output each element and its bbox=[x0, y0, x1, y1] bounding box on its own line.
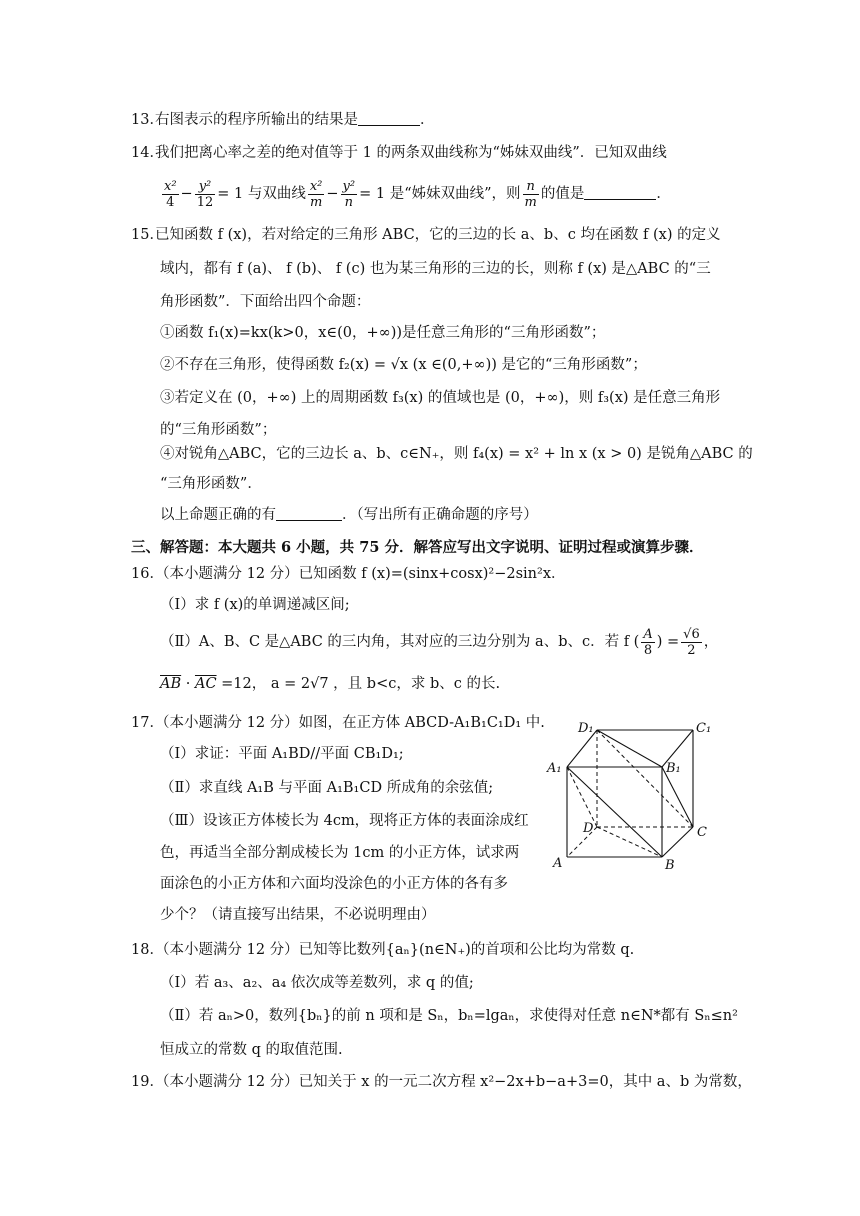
question-text: （本小题满分 12 分）已知等比数列{aₙ}(n∈N₊)的首项和公比均为常数 q. bbox=[155, 942, 635, 958]
question-text: （本小题满分 12 分）已知关于 x 的一元二次方程 x²−2x+b−a+3=0，其中 a、b 为常数， bbox=[155, 1074, 752, 1090]
question-13 bbox=[131, 110, 435, 130]
vector-ab: $\overline{AB}$ bbox=[160, 676, 182, 692]
edge-d1b1 bbox=[597, 730, 662, 767]
q17-part-3: （Ⅲ）设该正方体棱长为 4cm，现将正方体的表面涂成红 bbox=[160, 813, 529, 829]
fraction: $\frac{\text{x²}}{4}$ bbox=[164, 178, 177, 210]
minus-sign: − bbox=[180, 186, 193, 202]
question-15-line-2: 域内，都有 f (a)、 f (b)、 f (c) 也为某三角形的三边的长，则称 f (x) 是△ABC 的“三 bbox=[160, 261, 711, 277]
section-heading: 三、解答题：本大题共 6 小题，共 75 分．解答应写出文字说明、证明过程或演算步骤． bbox=[131, 539, 704, 556]
edge-b1c bbox=[662, 767, 693, 827]
question-text: （本小题满分 12 分）如图，在正方体 ABCD-A₁B₁C₁D₁ 中. bbox=[155, 715, 545, 731]
fraction: $\frac{\text{x²}}{m}$ bbox=[309, 178, 323, 210]
question-text: 我们把离心率之差的绝对值等于 1 的两条双曲线称为“姊妹双曲线”．已知双曲线 bbox=[155, 145, 667, 161]
q17-part-3-l3: 面涂色的小正方体和六面均没涂色的小正方体的各有多 bbox=[160, 876, 508, 892]
question-18 bbox=[131, 940, 634, 960]
fraction: $\frac{\text{y²}}{n}$ bbox=[342, 178, 356, 210]
label-b1: B₁ bbox=[666, 761, 681, 776]
question-14-formula-line bbox=[160, 174, 671, 214]
question-16 bbox=[131, 564, 566, 584]
q16-part-2-cont bbox=[160, 674, 500, 694]
proposition-2: ②不存在三角形，使得函数 f₂(x) = √x (x ∈(0,+∞)) 是它的“三角形函数”； bbox=[160, 357, 647, 373]
question-text: （本小题满分 12 分）已知函数 f (x)=(sinx+cosx)²−2sin²x． bbox=[155, 566, 566, 582]
text: ) = bbox=[656, 634, 680, 650]
text: 以上命题正确的有 bbox=[160, 507, 276, 523]
question-19 bbox=[131, 1072, 752, 1092]
q18-part-2-cont: 恒成立的常数 q 的取值范围. bbox=[160, 1042, 343, 1058]
proposition-4: ④对锐角△ABC，它的三边长 a、b、c∈N₊，则 f₄(x) = x² + ln x (x > 0) 是锐角△ABC 的 bbox=[160, 446, 753, 462]
fraction: $\frac{√6}{2}$ bbox=[683, 626, 700, 658]
label-d: D bbox=[583, 821, 594, 836]
question-15-line-1 bbox=[131, 225, 721, 245]
proposition-3: ③若定义在 (0，+∞) 上的周期函数 f₃(x) 的值域也是 (0，+∞)，则 f₃(x) 是任意三角形 bbox=[160, 390, 721, 406]
q16-part-2 bbox=[160, 622, 718, 662]
question-15-ask bbox=[160, 505, 538, 525]
proposition-1: ①函数 f₁(x)=kx(k>0，x∈(0，+∞))是任意三角形的“三角形函数”； bbox=[160, 325, 606, 341]
vector-ac: $\overline{AC}$ bbox=[194, 676, 217, 692]
q18-part-1: （Ⅰ）若 a₃、a₂、a₄ 依次成等差数列，求 q 的值; bbox=[160, 975, 474, 991]
edge-a1b bbox=[567, 767, 662, 857]
answer-blank bbox=[358, 111, 420, 126]
question-number: 15． bbox=[131, 227, 164, 243]
hidden-edge-a1d bbox=[567, 767, 597, 827]
dot: · bbox=[181, 676, 195, 692]
label-d1: D₁ bbox=[578, 721, 594, 736]
q17-part-2: （Ⅱ）求直线 A₁B 与平面 A₁B₁CD 所成角的余弦值; bbox=[160, 780, 494, 796]
punct: ． bbox=[420, 112, 435, 128]
q17-part-3-l4: 少个？（请直接写出结果，不必说明理由） bbox=[160, 907, 436, 923]
proposition-4-cont: “三角形函数”． bbox=[160, 476, 262, 492]
hidden-edge-d1c bbox=[597, 730, 693, 827]
question-17 bbox=[131, 713, 545, 733]
question-number: 14． bbox=[131, 145, 164, 161]
text: = 1 与双曲线 bbox=[217, 186, 306, 202]
text: 的值是 bbox=[540, 186, 585, 202]
q18-part-2: （Ⅱ）若 aₙ>0，数列{bₙ}的前 n 项和是 Sₙ，bₙ=lgaₙ，求使得对任意 n∈N*都有 Sₙ≤n² bbox=[160, 1008, 738, 1024]
label-a1: A₁ bbox=[547, 761, 562, 776]
label-b: B bbox=[665, 858, 675, 872]
proposition-3-cont: 的“三角形函数”； bbox=[160, 422, 277, 438]
question-number: 17． bbox=[131, 715, 164, 731]
text: ， bbox=[703, 634, 719, 650]
fraction: $\frac{n}{m}$ bbox=[524, 178, 537, 210]
q16-part-1: （Ⅰ）求 f (x)的单调递减区间; bbox=[160, 597, 350, 613]
label-c1: C₁ bbox=[696, 721, 712, 736]
fraction: $\frac{\text{y²}}{12}$ bbox=[196, 178, 214, 210]
question-number: 13． bbox=[131, 112, 164, 128]
text: ．（写出所有正确命题的序号） bbox=[342, 507, 538, 523]
text: = 1 是“姊妹双曲线”，则 bbox=[359, 186, 521, 202]
text: （Ⅱ）A、B、C 是△ABC 的三内角，其对应的三边分别为 a、b、c．若 f ( bbox=[160, 634, 640, 650]
hidden-edge-db bbox=[597, 827, 662, 857]
answer-blank bbox=[584, 185, 656, 200]
q17-part-3-l2: 色，再适当全部分割成棱长为 1cm 的小正方体，试求两 bbox=[160, 845, 520, 861]
q17-part-1: （Ⅰ）求证：平面 A₁BD//平面 CB₁D₁; bbox=[160, 746, 404, 762]
question-14 bbox=[131, 143, 667, 163]
label-a: A bbox=[553, 856, 563, 871]
question-number: 18． bbox=[131, 942, 164, 958]
label-c: C bbox=[697, 825, 707, 840]
edge-bc bbox=[662, 827, 693, 857]
question-text: 右图表示的程序所输出的结果是 bbox=[155, 112, 358, 128]
question-number: 19． bbox=[131, 1074, 164, 1090]
question-number: 16． bbox=[131, 566, 164, 582]
question-15-line-3: 角形函数”．下面给出四个命题： bbox=[160, 294, 371, 310]
punct: ． bbox=[656, 186, 671, 202]
fraction: $\frac{A}{8}$ bbox=[643, 626, 653, 658]
answer-blank bbox=[276, 506, 342, 521]
cube-diagram bbox=[545, 712, 715, 872]
question-text: 已知函数 f (x)，若对给定的三角形 ABC，它的三边的长 a、b、c 均在函数 f (x) 的定义 bbox=[155, 227, 721, 243]
minus-sign: − bbox=[326, 186, 339, 202]
text: =12， a = 2√7 ，且 b<c，求 b、c 的长. bbox=[216, 676, 501, 692]
